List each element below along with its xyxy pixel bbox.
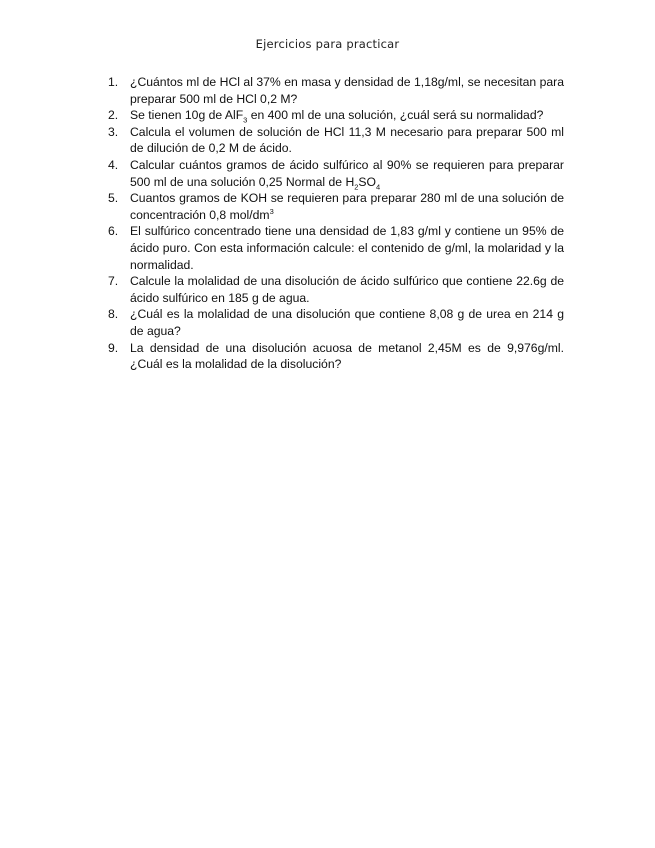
exercise-item-5 [108,190,564,223]
exercise-text: El sulfúrico concentrado tiene una densidad de 1,83 g/ml y contiene un 95% de ácido puro. Con esta información calcule: el contenido de g/ml, la molaridad y la normalidad. [130,224,564,272]
exercise-text-part: Cuantos gramos de KOH se requieren para preparar 280 ml de una solución de concentración 0,8 mol/dm [130,191,564,222]
exercise-number: 4. [108,157,119,172]
exercise-item-2 [108,107,564,124]
exercise-item-7 [108,273,564,306]
exercise-number: 1. [108,75,119,89]
exercise-item-3 [108,124,564,157]
exercise-list [108,74,564,373]
exercise-text: Calcula el volumen de solución de HCl 11,3 M necesario para preparar 500 ml de dilución de 0,2 M de ácido. [130,124,564,156]
exercise-text [130,157,564,190]
exercise-item-6 [108,223,564,273]
exercise-text: ¿Cuál es la molalidad de una disolución que contiene 8,08 g de urea en 214 g de agua? [130,307,564,338]
exercise-text: La densidad de una disolución acuosa de metanol 2,45M es de 9,976g/ml. ¿Cuál es la molalidad de la disolución? [130,340,564,372]
formula-subscript: 3 [243,115,248,125]
exercise-text-part: Calcular cuántos gramos de ácido sulfúrico al 90% se requieren para preparar 500 ml de una solución 0,25 Normal de H [130,157,564,189]
exercise-item-4 [108,157,564,190]
exercise-number: 6. [108,224,119,239]
exercise-text [130,107,564,124]
document-title: Ejercicios para practicar [255,37,400,51]
exercise-text [130,190,564,223]
exercise-text: Calcule la molalidad de una disolución de ácido sulfúrico que contiene 22.6g de ácido sulfúrico en 185 g de agua. [130,274,564,305]
exercise-item-8 [108,306,564,339]
exercise-text-part: SO [358,174,377,189]
exercise-item-9 [108,340,564,373]
exercise-number: 2. [108,108,119,123]
exercise-item-1 [108,74,564,107]
exercise-number: 7. [108,274,119,289]
unit-superscript: 3 [269,206,274,216]
exercise-text: ¿Cuántos ml de HCl al 37% en masa y densidad de 1,18g/ml, se necesitan para preparar 500 ml de HCl 0,2 M? [130,75,564,106]
exercise-number: 5. [108,191,119,206]
formula-subscript: 4 [376,182,381,191]
exercise-text-part: en 400 ml de una solución, ¿cuál será su normalidad? [247,108,544,123]
exercise-text-part: Se tienen 10g de AlF [130,108,244,123]
exercise-number: 8. [108,307,119,322]
exercise-number: 9. [108,340,119,355]
formula-subscript: 2 [354,182,359,191]
exercise-number: 3. [108,124,119,139]
